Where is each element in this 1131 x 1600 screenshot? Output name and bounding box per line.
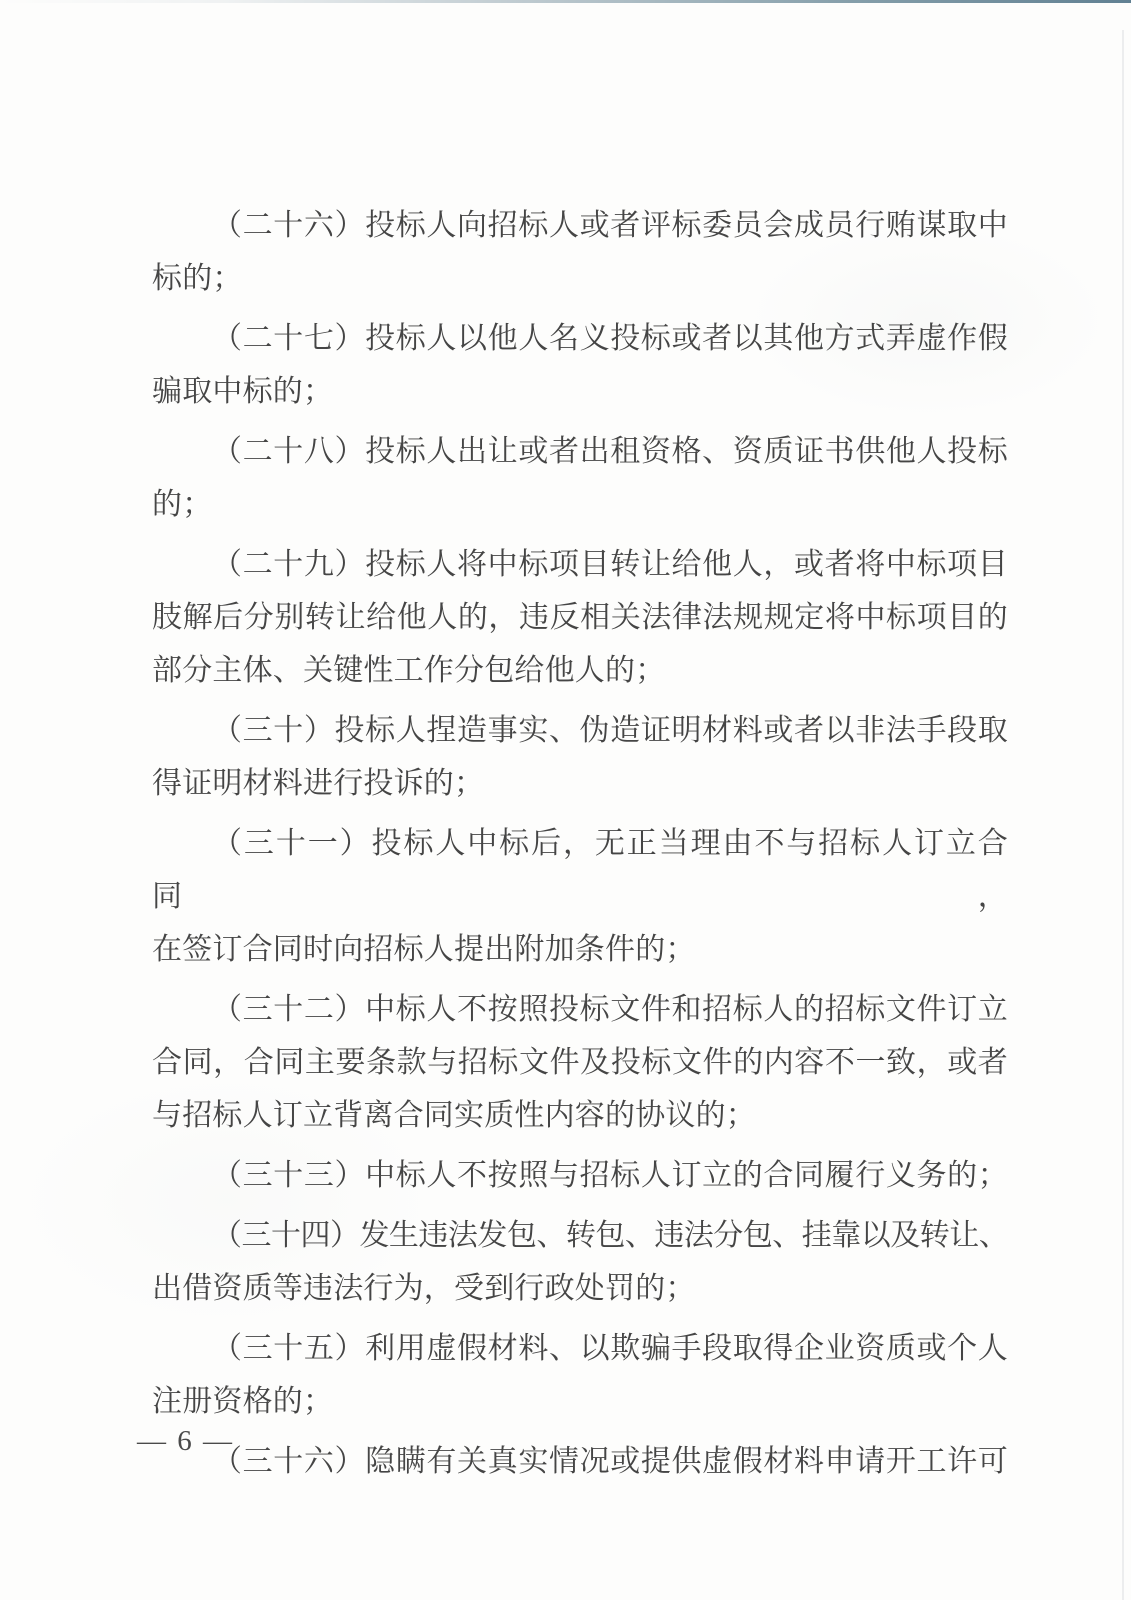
scan-artifact-right-edge — [1122, 30, 1124, 1600]
text-line: 在签订合同时向招标人提出附加条件的； — [152, 933, 696, 966]
scan-artifact-top-edge — [0, 0, 1131, 3]
text-line: 肢解后分别转让给他人的，违反相关法律法规规定将中标项目的 — [152, 601, 1008, 634]
paragraph-item-32 — [152, 983, 1008, 1142]
text-line: （三十三）中标人不按照与招标人订立的合同履行义务的； — [212, 1159, 1008, 1192]
text-line: （二十七）投标人以他人名义投标或者以其他方式弄虚作假 — [212, 322, 1008, 355]
paragraph-item-28 — [152, 425, 1008, 531]
paragraph-item-30 — [152, 704, 1008, 810]
text-line: （二十八）投标人出让或者出租资格、资质证书供他人投标 — [212, 435, 1008, 468]
text-line: 的； — [152, 488, 213, 521]
paragraph-item-35 — [152, 1322, 1008, 1428]
text-line: 合同，合同主要条款与招标文件及投标文件的内容不一致，或者 — [152, 1046, 1008, 1079]
text-line: 与招标人订立背离合同实质性内容的协议的； — [152, 1099, 756, 1132]
text-line: 得证明材料进行投诉的； — [152, 767, 485, 800]
text-line: （三十一）投标人中标后，无正当理由不与招标人订立合同， — [152, 827, 1008, 913]
paragraph-item-27 — [152, 312, 1008, 418]
text-line: （二十九）投标人将中标项目转让给他人，或者将中标项目 — [212, 548, 1008, 581]
page-number: — 6 — — [137, 1425, 234, 1457]
paragraph-item-31 — [152, 817, 1008, 976]
text-line: 注册资格的； — [152, 1385, 334, 1418]
text-line: 出借资质等违法行为，受到行政处罚的； — [152, 1272, 696, 1305]
paragraph-item-34 — [152, 1209, 1008, 1315]
paragraph-item-36 — [152, 1435, 1008, 1488]
text-line: （三十二）中标人不按照投标文件和招标人的招标文件订立 — [212, 993, 1008, 1026]
document-body — [152, 199, 1008, 1488]
text-line: 骗取中标的； — [152, 375, 334, 408]
text-line: （三十五）利用虚假材料、以欺骗手段取得企业资质或个人 — [212, 1332, 1008, 1365]
text-line: （三十六）隐瞒有关真实情况或提供虚假材料申请开工许可 — [212, 1445, 1008, 1478]
text-line: （三十）投标人捏造事实、伪造证明材料或者以非法手段取 — [212, 714, 1008, 747]
text-line: （三十四）发生违法发包、转包、违法分包、挂靠以及转让、 — [212, 1219, 1008, 1252]
paragraph-item-26 — [152, 199, 1008, 305]
text-line: （二十六）投标人向招标人或者评标委员会成员行贿谋取中 — [212, 209, 1008, 242]
paragraph-item-29 — [152, 538, 1008, 697]
text-line: 标的； — [152, 262, 243, 295]
paragraph-item-33 — [152, 1149, 1008, 1202]
text-line: 部分主体、关键性工作分包给他人的； — [152, 654, 666, 687]
